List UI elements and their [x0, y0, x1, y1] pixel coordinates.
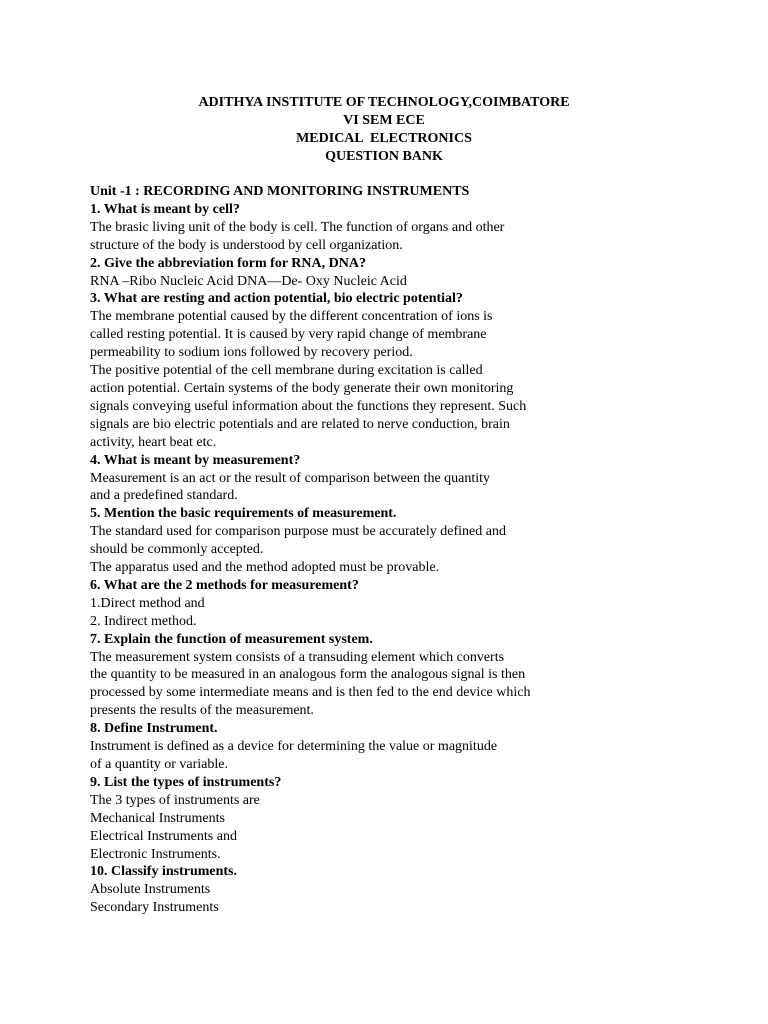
answer-line: action potential. Certain systems of the body generate their own monitoring	[90, 380, 514, 396]
answer-line: The measurement system consists of a transuding element which converts	[90, 649, 505, 665]
question-heading: 10. Classify instruments.	[90, 864, 238, 880]
answer-line: Secondary Instruments	[90, 900, 219, 916]
document-body	[90, 183, 750, 917]
question-heading: 4. What is meant by measurement?	[90, 452, 301, 468]
answer-line: called resting potential. It is caused by very rapid change of membrane	[90, 327, 487, 343]
answer-line: The 3 types of instruments are	[90, 792, 260, 808]
question-heading: 7. Explain the function of measurement system.	[90, 631, 373, 647]
answer-line: The apparatus used and the method adopted must be provable.	[90, 560, 440, 576]
answer-line: Mechanical Instruments	[90, 810, 225, 826]
answer-line: permeability to sodium ions followed by recovery period.	[90, 345, 413, 361]
answer-line: Measurement is an act or the result of comparison between the quantity	[90, 470, 491, 486]
answer-line: presents the results of the measurement.	[90, 703, 314, 719]
institute-name: ADITHYA INSTITUTE OF TECHNOLOGY,COIMBATORE	[198, 95, 570, 110]
answer-line: and a predefined standard.	[90, 488, 238, 504]
answer-line: activity, heart beat etc.	[90, 434, 217, 450]
question-heading: 9. List the types of instruments?	[90, 774, 282, 790]
question-heading: 1. What is meant by cell?	[90, 201, 240, 217]
semester-line: VI SEM ECE	[343, 113, 425, 128]
answer-line: 2. Indirect method.	[90, 613, 197, 629]
unit-title: Unit -1 : RECORDING AND MONITORING INSTRUMENTS	[90, 184, 470, 199]
document-type: QUESTION BANK	[325, 149, 443, 164]
question-heading: 5. Mention the basic requirements of measurement.	[90, 506, 397, 522]
answer-line: of a quantity or variable.	[90, 757, 229, 772]
question-heading: 8. Define Instrument.	[90, 721, 218, 737]
answer-line: 1.Direct method and	[90, 595, 205, 611]
question-heading: 2. Give the abbreviation form for RNA, DNA?	[90, 255, 366, 271]
answer-line: should be commonly accepted.	[90, 542, 264, 558]
answer-line: Electrical Instruments and	[90, 828, 237, 844]
question-heading: 3. What are resting and action potential, bio electric potential?	[90, 291, 463, 307]
subject-title: MEDICAL ELECTRONICS	[296, 131, 472, 146]
question-heading: 6. What are the 2 methods for measurement?	[90, 577, 359, 593]
answer-line: structure of the body is understood by cell organization.	[90, 237, 403, 253]
answer-line: signals conveying useful information about the functions they represent. Such	[90, 398, 527, 414]
answer-line: The standard used for comparison purpose must be accurately defined and	[90, 524, 506, 540]
answer-line: Absolute Instruments	[90, 882, 211, 898]
answer-line: The membrane potential caused by the different concentration of ions is	[90, 309, 493, 325]
answer-line: The brasic living unit of the body is cell. The function of organs and other	[90, 219, 505, 235]
answer-line: the quantity to be measured in an analogous form the analogous signal is then	[90, 667, 526, 683]
document-header	[0, 94, 768, 166]
answer-line: Electronic Instruments.	[90, 846, 221, 862]
answer-line: RNA –Ribo Nucleic Acid DNA—De- Oxy Nucleic Acid	[90, 273, 407, 289]
answer-line: The positive potential of the cell membrane during excitation is called	[90, 363, 483, 379]
answer-line: Instrument is defined as a device for determining the value or magnitude	[90, 739, 498, 755]
answer-line: processed by some intermediate means and is then fed to the end device which	[90, 685, 531, 701]
answer-line: signals are bio electric potentials and are related to nerve conduction, brain	[90, 416, 510, 432]
